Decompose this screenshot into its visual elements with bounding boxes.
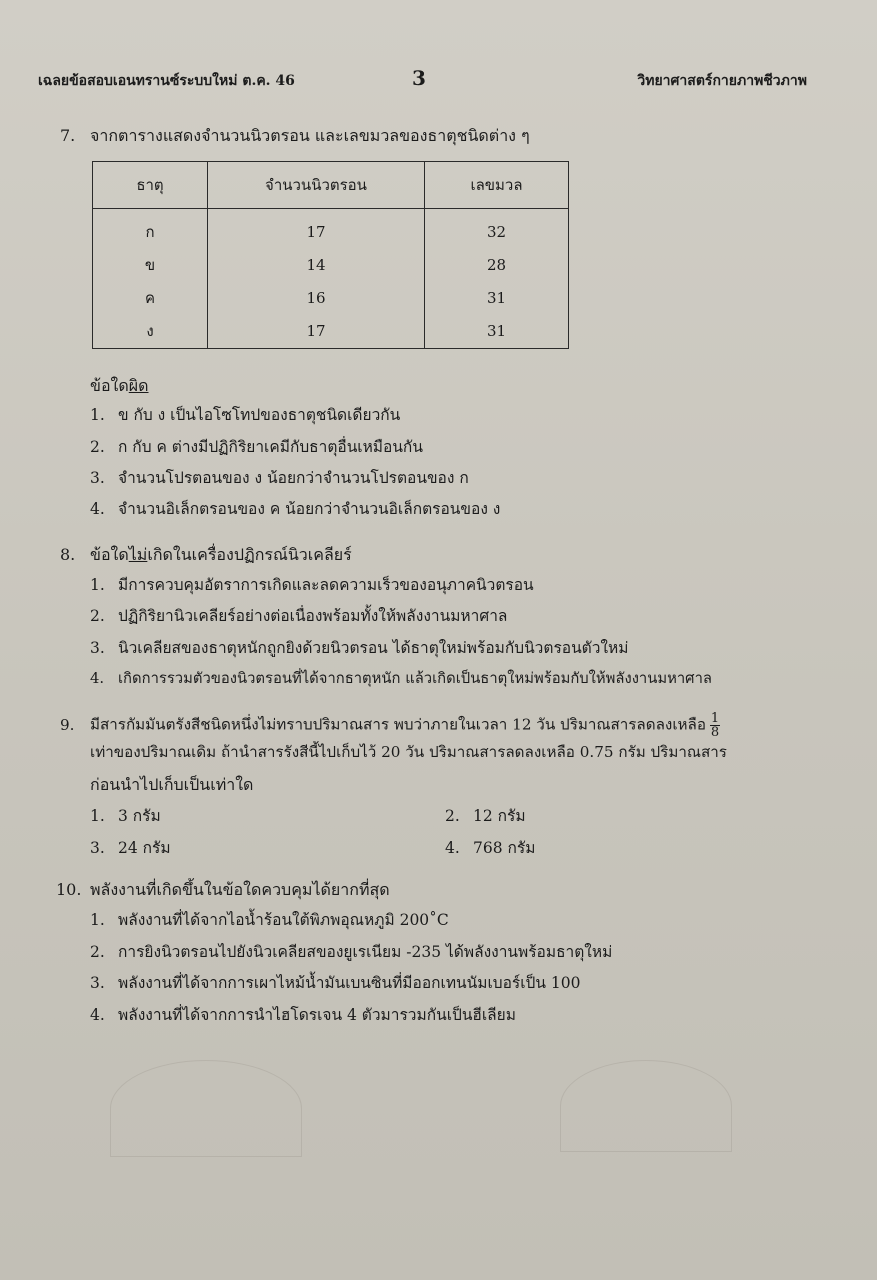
prompt-prefix: ข้อใด: [90, 376, 129, 395]
option-10-1[interactable]: [90, 910, 449, 930]
table-cell: 31: [425, 282, 569, 315]
fraction: [710, 712, 720, 739]
option-text: มีการควบคุมอัตราการเกิดและลดความเร็วของอนุภาคนิวตรอน: [118, 576, 534, 594]
option-number: 2.: [90, 607, 105, 625]
option-number: 3.: [90, 974, 105, 992]
table-cell: 31: [425, 315, 569, 349]
option-7-3[interactable]: [90, 468, 469, 488]
option-text: 768 กรัม: [473, 839, 536, 857]
option-text: นิวเคลียสของธาตุหนักถูกยิงด้วยนิวตรอน ได้ธาตุใหม่พร้อมกับนิวตรอนตัวใหม่: [118, 639, 629, 657]
table-header-cell: เลขมวล: [425, 162, 569, 209]
option-text: 12 กรัม: [473, 807, 526, 825]
header-right-title: วิทยาศาสตร์กายภาพชีวภาพ: [637, 73, 807, 89]
fraction-denominator: 8: [710, 725, 720, 740]
option-9-2[interactable]: [445, 806, 526, 826]
option-number: 4.: [445, 839, 460, 857]
option-number: 4.: [90, 1006, 105, 1024]
option-number: 2.: [445, 807, 460, 825]
question-line-1: มีสารกัมมันตรังสีชนิดหนึ่งไม่ทราบปริมาณสาร พบว่าภายในเวลา 12 วัน ปริมาณสารลดลงเหลือ: [90, 715, 706, 734]
option-number: 3.: [90, 839, 105, 857]
option-10-2[interactable]: [90, 942, 612, 962]
page-number: 3: [412, 66, 426, 90]
option-9-3[interactable]: [90, 838, 171, 858]
question-10: [56, 880, 390, 900]
table-cell: ค: [93, 282, 208, 315]
option-number: 3.: [90, 469, 105, 487]
option-number: 1.: [90, 406, 105, 424]
question-text: จากตารางแสดงจำนวนนิวตรอน และเลขมวลของธาตุชนิดต่าง ๆ: [90, 126, 530, 145]
question-number: 8.: [60, 545, 76, 564]
table-cell: 17: [208, 209, 425, 249]
option-7-1[interactable]: [90, 405, 400, 425]
table-row: [93, 315, 569, 349]
option-text: ก กับ ค ต่างมีปฏิกิริยาเคมีกับธาตุอื่นเหมือนกัน: [118, 438, 423, 456]
option-number: 1.: [90, 576, 105, 594]
question-7-prompt: [90, 376, 149, 396]
question-number: 7.: [60, 126, 76, 145]
header-left-title: เฉลยข้อสอบเอนทรานซ์ระบบใหม่ ต.ค. 46: [38, 73, 295, 89]
option-text: พลังงานที่ได้จากการเผาไหม้น้ำมันเบนซินที่มีออกเทนนัมเบอร์เป็น 100: [118, 974, 581, 992]
table-header-cell: จำนวนนิวตรอน: [208, 162, 425, 209]
bleed-through-shape: [560, 1060, 732, 1152]
table-cell: 28: [425, 249, 569, 282]
question-9-line-3: ก่อนนำไปเก็บเป็นเท่าใด: [90, 775, 254, 794]
table-cell: ง: [93, 315, 208, 349]
table-cell: ข: [93, 249, 208, 282]
table-header-cell: ธาตุ: [93, 162, 208, 209]
option-text: ข กับ ง เป็นไอโซโทปของธาตุชนิดเดียวกัน: [118, 406, 401, 424]
option-10-4[interactable]: [90, 1005, 516, 1025]
option-text: จำนวนโปรตอนของ ง น้อยกว่าจำนวนโปรตอนของ ก: [118, 469, 469, 487]
option-8-2[interactable]: [90, 606, 507, 626]
table-cell: 17: [208, 315, 425, 349]
option-9-1[interactable]: [90, 806, 161, 826]
question-number: 9.: [60, 715, 75, 734]
table-cell: 14: [208, 249, 425, 282]
option-7-4[interactable]: [90, 499, 500, 519]
question-7: [60, 126, 530, 146]
option-number: 1.: [90, 911, 105, 929]
option-8-3[interactable]: [90, 638, 628, 658]
element-table: [92, 161, 569, 349]
option-text: พลังงานที่ได้จากไอน้ำร้อนใต้พิภพอุณหภูมิ 200˚C: [118, 911, 449, 929]
option-text: จำนวนอิเล็กตรอนของ ค น้อยกว่าจำนวนอิเล็กตรอนของ ง: [118, 500, 501, 518]
option-number: 4.: [90, 670, 105, 687]
option-text: 24 กรัม: [118, 839, 171, 857]
table-row: [93, 209, 569, 249]
question-number: 10.: [56, 880, 82, 899]
option-9-4[interactable]: [445, 838, 535, 858]
table-cell: 16: [208, 282, 425, 315]
fraction-numerator: 1: [710, 711, 720, 726]
option-number: 1.: [90, 807, 105, 825]
table-row: [93, 282, 569, 315]
question-underlined: ไม่: [128, 545, 148, 564]
table-header-row: [93, 162, 569, 209]
option-text: การยิงนิวตรอนไปยังนิวเคลียสของยูเรเนียม -235 ได้พลังงานพร้อมธาตุใหม่: [118, 943, 613, 961]
question-9-line-2: เท่าของปริมาณเดิม ถ้านำสารรังสีนี้ไปเก็บไว้ 20 วัน ปริมาณสารลดลงเหลือ 0.75 กรัม ปริมาณสาร: [90, 743, 727, 761]
option-10-3[interactable]: [90, 973, 580, 993]
option-number: 2.: [90, 943, 105, 961]
prompt-underlined: ผิด: [128, 376, 149, 395]
question-suffix: เกิดในเครื่องปฏิกรณ์นิวเคลียร์: [147, 545, 352, 564]
option-text: พลังงานที่ได้จากการนำไฮโดรเจน 4 ตัวมารวมกันเป็นฮีเลียม: [118, 1006, 516, 1024]
question-prefix: ข้อใด: [90, 545, 129, 564]
option-8-4[interactable]: [90, 669, 712, 689]
question-text: พลังงานที่เกิดขึ้นในข้อใดควบคุมได้ยากที่สุด: [90, 880, 390, 899]
option-text: เกิดการรวมตัวของนิวตรอนที่ได้จากธาตุหนัก แล้วเกิดเป็นธาตุใหม่พร้อมกับให้พลังงานมหาศาล: [118, 670, 712, 687]
option-7-2[interactable]: [90, 437, 423, 457]
option-number: 2.: [90, 438, 105, 456]
option-text: ปฏิกิริยานิวเคลียร์อย่างต่อเนื่องพร้อมทั้งให้พลังงานมหาศาล: [118, 607, 508, 625]
question-8: [60, 545, 352, 565]
option-8-1[interactable]: [90, 575, 534, 595]
table-cell: ก: [93, 209, 208, 249]
option-number: 4.: [90, 500, 105, 518]
option-number: 3.: [90, 639, 105, 657]
table-row: [93, 249, 569, 282]
question-9: [60, 712, 720, 739]
table-cell: 32: [425, 209, 569, 249]
option-text: 3 กรัม: [118, 807, 161, 825]
bleed-through-shape: [110, 1060, 302, 1157]
